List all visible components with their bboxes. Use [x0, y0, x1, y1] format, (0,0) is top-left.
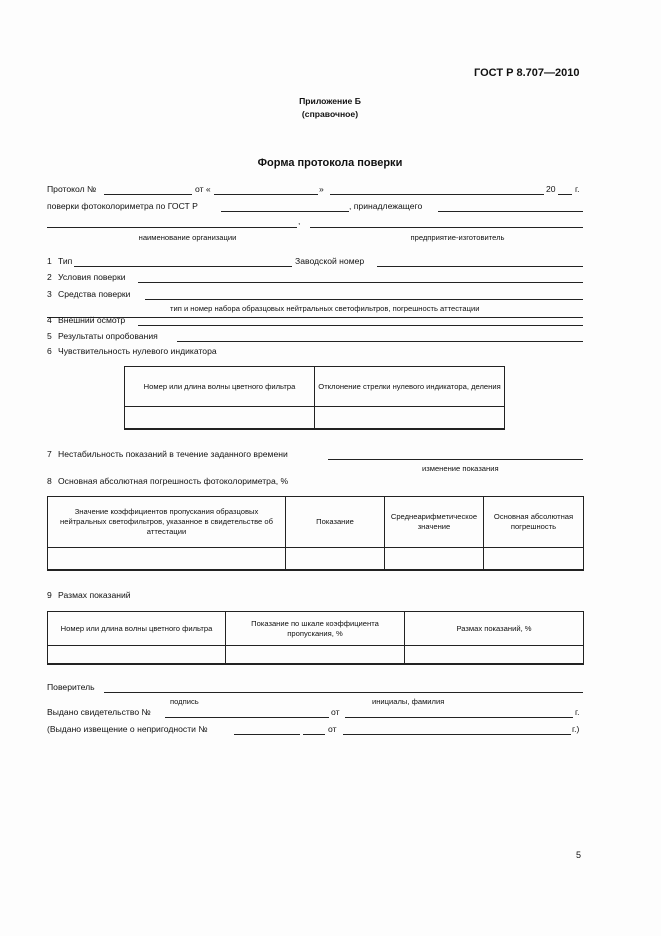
verifier-label: Поверитель [47, 682, 95, 692]
notice-close: г.) [572, 724, 580, 734]
sensitivity-table [124, 366, 505, 430]
item4-label: Внешний осмотр [58, 315, 126, 325]
item9-label: Размах показаний [58, 590, 131, 600]
verifier-field[interactable] [104, 692, 583, 693]
item2-label: Условия поверки [58, 272, 126, 282]
owner-field[interactable] [438, 211, 583, 212]
serial-number-field[interactable] [377, 266, 583, 267]
certificate-date-field[interactable] [345, 717, 573, 718]
item1-number: 1 [47, 256, 52, 266]
header-error: Основная абсолютная погрешность [484, 497, 584, 548]
protocol-date-open: от « [195, 184, 211, 194]
item7-number: 7 [47, 449, 52, 459]
notice-label: (Выдано извещение о непригодности № [47, 724, 208, 734]
means-caption: тип и номер набора образцовых нейтральных светофильтров, погрешность аттестации [170, 304, 480, 313]
type-field[interactable] [74, 266, 292, 267]
caption-signature: подпись [170, 697, 199, 706]
comma: , [298, 216, 301, 226]
gost-number-field[interactable] [221, 211, 349, 212]
year-suffix: г. [575, 184, 580, 194]
verification-prefix: поверки фотоколориметра по ГОСТ Р [47, 201, 198, 211]
item9-number: 9 [47, 590, 52, 600]
testing-results-field[interactable] [177, 341, 583, 342]
header-deviation: Отклонение стрелки нулевого индикатора, деления [315, 367, 505, 407]
table-cell[interactable] [315, 407, 505, 429]
header-filter: Номер или длина волны цветного фильтра [48, 612, 226, 646]
belonging-label: , принадлежащего [349, 201, 423, 211]
item3-label: Средства поверки [58, 289, 131, 299]
table-cell[interactable] [48, 548, 286, 570]
item3-number: 3 [47, 289, 52, 299]
header-scale-reading: Показание по шкале коэффициента пропускания, % [226, 612, 405, 646]
means-field-2[interactable] [47, 317, 583, 318]
caption-organization: наименование организации [138, 233, 237, 242]
item1-label: Тип [58, 256, 73, 266]
protocol-date-field[interactable] [214, 194, 318, 195]
standard-number: ГОСТ Р 8.707—2010 [474, 67, 580, 79]
caption-manufacturer: предприятие-изготовитель [410, 233, 505, 242]
appendix-subtitle: (справочное) [301, 109, 359, 119]
instability-caption: изменение показания [422, 464, 499, 473]
notice-number-field[interactable] [234, 734, 300, 735]
table-cell[interactable] [125, 407, 315, 429]
protocol-number-field[interactable] [104, 194, 192, 195]
item2-number: 2 [47, 272, 52, 282]
range-table [47, 611, 584, 665]
page-number: 5 [576, 850, 582, 860]
certificate-label: Выдано свидетельство № [47, 707, 151, 717]
item4-number: 4 [47, 315, 52, 325]
table-cell[interactable] [484, 548, 584, 570]
table-cell[interactable] [405, 646, 584, 664]
serial-number-label: Заводской номер [295, 256, 365, 266]
table-cell[interactable] [226, 646, 405, 664]
year-prefix: 20 [546, 184, 556, 194]
protocol-month-field[interactable] [330, 194, 544, 195]
table-cell[interactable] [286, 548, 385, 570]
inspection-field[interactable] [138, 325, 583, 326]
notice-date-field[interactable] [343, 734, 571, 735]
conditions-field[interactable] [138, 282, 583, 283]
error-table [47, 496, 584, 571]
item8-number: 8 [47, 476, 52, 486]
item6-number: 6 [47, 346, 52, 356]
notice-day-field[interactable] [303, 734, 325, 735]
header-mean: Среднеарифметическое значение [385, 497, 484, 548]
protocol-year-field[interactable] [558, 194, 572, 195]
header-coefficients: Значение коэффициентов пропускания образцовых нейтральных светофильтров, указанное в свидетельстве об аттестации [48, 497, 286, 548]
certificate-year-suffix: г. [575, 707, 580, 717]
item7-label: Нестабильность показаний в течение заданного времени [58, 449, 288, 459]
item6-label: Чувствительность нулевого индикатора [58, 346, 217, 356]
caption-initials: инициалы, фамилия [372, 697, 445, 706]
instability-field[interactable] [328, 459, 583, 460]
protocol-number-label: Протокол № [47, 184, 97, 194]
manufacturer-field[interactable] [310, 227, 583, 228]
notice-from-label: от [328, 724, 337, 734]
certificate-number-field[interactable] [165, 717, 329, 718]
organization-field[interactable] [47, 227, 297, 228]
certificate-from-label: от [331, 707, 340, 717]
header-reading: Показание [286, 497, 385, 548]
table-cell[interactable] [48, 646, 226, 664]
item5-number: 5 [47, 331, 52, 341]
appendix-title: Приложение Б [299, 96, 361, 106]
header-range: Размах показаний, % [405, 612, 584, 646]
form-title: Форма протокола поверки [257, 157, 403, 169]
item8-label: Основная абсолютная погрешность фотоколориметра, % [58, 476, 289, 486]
protocol-date-close: » [319, 184, 324, 194]
means-field[interactable] [145, 299, 583, 300]
item5-label: Результаты опробования [58, 331, 158, 341]
table-cell[interactable] [385, 548, 484, 570]
header-filter: Номер или длина волны цветного фильтра [125, 367, 315, 407]
